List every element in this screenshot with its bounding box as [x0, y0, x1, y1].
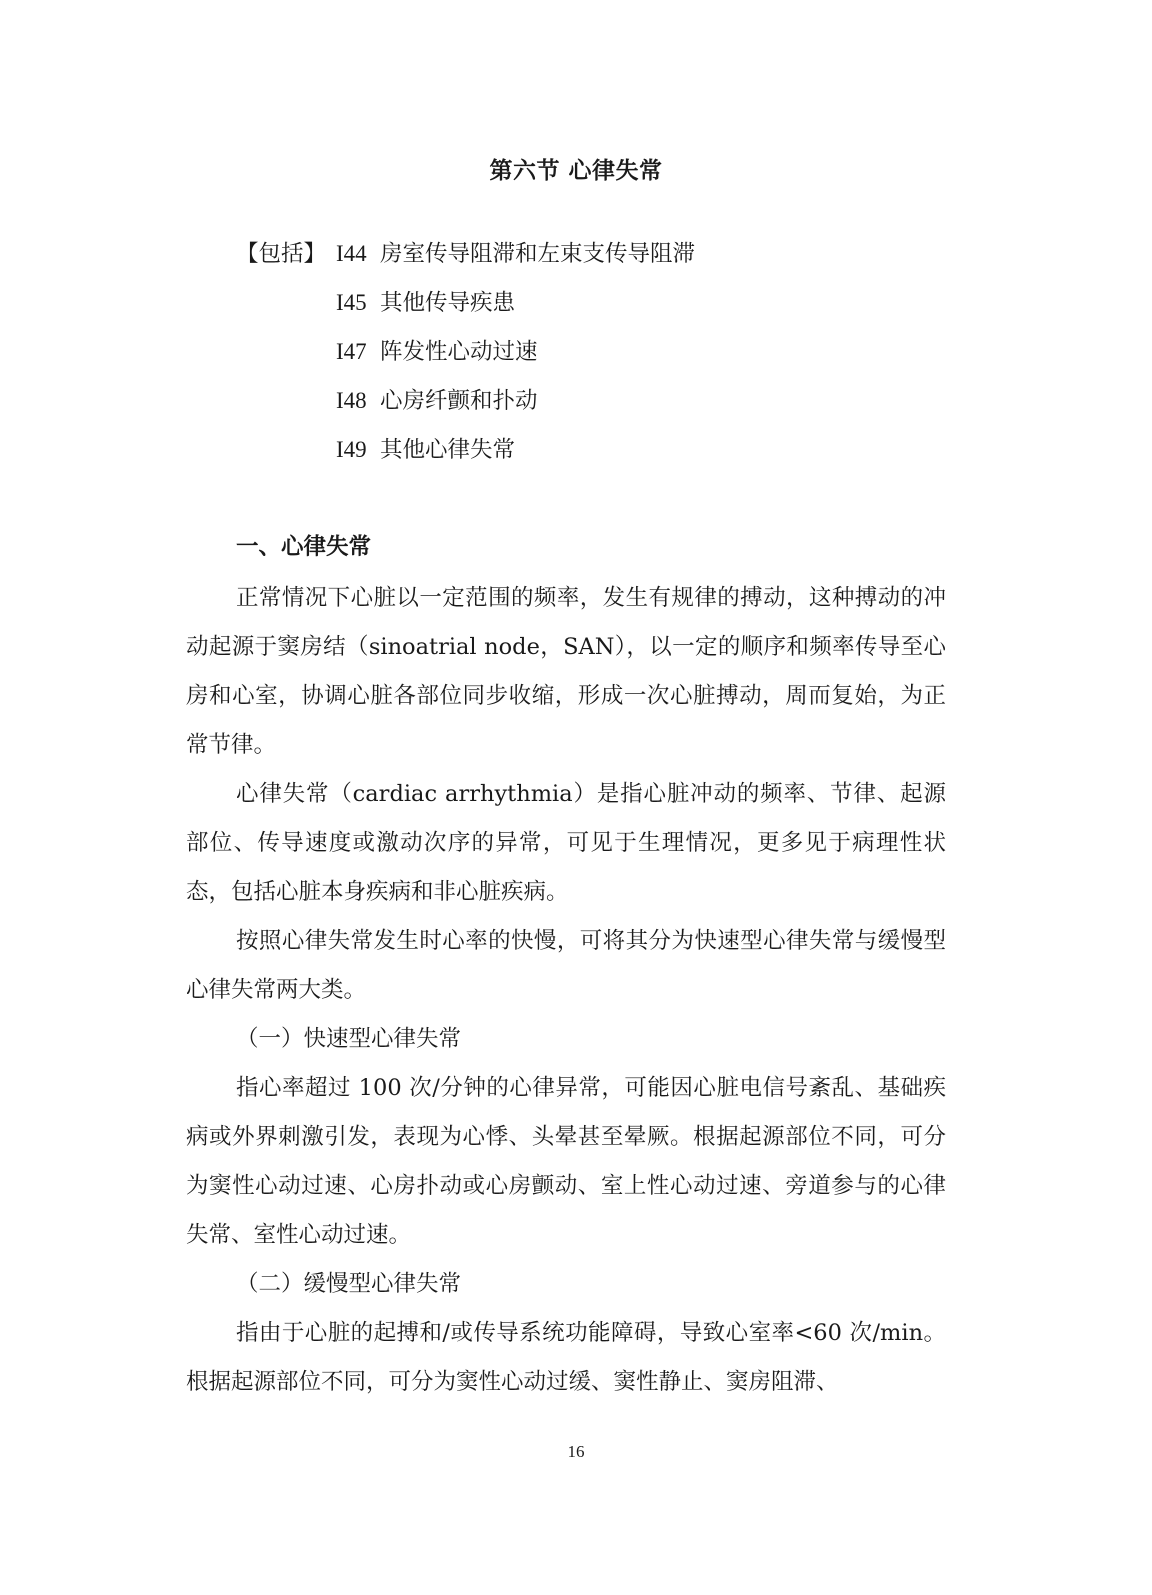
includes-item	[236, 234, 695, 283]
icd-description: 房室传导阻滞和左束支传导阻滞	[380, 241, 696, 267]
icd-code: I44	[336, 241, 367, 266]
icd-code: I47	[336, 339, 367, 364]
paragraph: 心律失常（cardiac arrhythmia）是指心脏冲动的频率、节律、起源部位、传导速度或激动次序的异常，可见于生理情况，更多见于病理性状态，包括心脏本身疾病和非心脏疾病。	[186, 781, 946, 905]
paragraph: 指由于心脏的起搏和/或传导系统功能障碍，导致心室率<60 次/min。根据起源部位不同，可分为窦性心动过缓、窦性静止、窦房阻滞、	[186, 1320, 946, 1395]
paragraph: 按照心律失常发生时心率的快慢，可将其分为快速型心律失常与缓慢型心律失常两大类。	[186, 928, 946, 1003]
paragraph: 指心率超过 100 次/分钟的心律异常，可能因心脏电信号紊乱、基础疾病或外界刺激引发，表现为心悸、头晕甚至晕厥。根据起源部位不同，可分为窦性心动过速、心房扑动或心房颤动、室上性心动过速、旁道参与的心律失常、室性心动过速。	[186, 1075, 946, 1248]
includes-item	[236, 381, 695, 430]
icd-code: I49	[336, 437, 367, 462]
icd-code: I45	[336, 290, 367, 315]
icd-description: 其他心律失常	[380, 437, 516, 463]
icd-description: 其他传导疾患	[380, 290, 516, 316]
subheading: （二）缓慢型心律失常	[236, 1271, 462, 1297]
heading-level-1: 一、心律失常	[236, 534, 372, 560]
icd-description: 心房纤颤和扑动	[380, 388, 538, 414]
subheading: （一）快速型心律失常	[236, 1026, 462, 1052]
includes-item	[236, 332, 695, 381]
paragraph: 正常情况下心脏以一定范围的频率，发生有规律的搏动，这种搏动的冲动起源于窦房结（sinoatrial node，SAN），以一定的顺序和频率传导至心房和心室，协调心脏各部位同步收缩，形成一次心脏搏动，周而复始，为正常节律。	[186, 585, 946, 758]
includes-lead: 【包括】	[236, 241, 327, 267]
section-title: 第六节 心律失常	[489, 157, 663, 184]
page-number: 16	[567, 1442, 585, 1461]
includes-list	[236, 234, 695, 479]
icd-description: 阵发性心动过速	[380, 339, 538, 365]
icd-code: I48	[336, 388, 367, 413]
document-body	[186, 525, 946, 1407]
includes-item	[236, 430, 695, 479]
includes-item	[236, 283, 695, 332]
